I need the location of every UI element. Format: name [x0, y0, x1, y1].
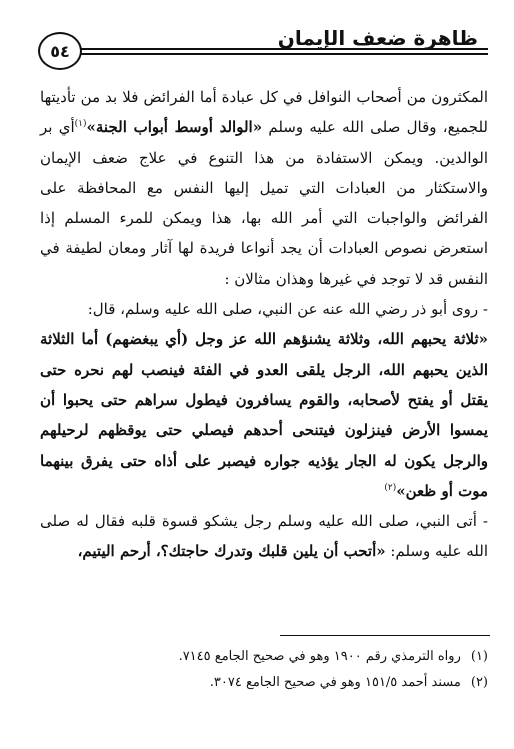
paragraph-2-intro: - روى أبو ذر رضي الله عنه عن النبي، صلى الله عليه وسلم، قال:	[87, 300, 488, 319]
page-header	[26, 14, 488, 70]
main-text	[40, 82, 488, 567]
header-rule-bottom	[46, 53, 488, 55]
footnote-number: (٢)	[470, 675, 488, 690]
para1-text-b: أي بر الوالدين. ويمكن الاستفادة من هذا التنوع في علاج ضعف الإيمان والاستكثار من العبادات التي تميل إليها النفس مع المحافظة على الفرائض والواجبات التي أمر الله بها، هذا ويمكن للمرء المسلم إذا استعرض نصوص العبادات أن يجد أنواعا فريدة لها آثار ومعان لطيفة في النفس قد لا توجد في غيرها وهذان مثالان :	[40, 118, 488, 288]
footnote-text: رواه الترمذي رقم ١٩٠٠ وهو في صحيح الجامع ٧١٤٥.	[178, 649, 461, 664]
footnote-divider	[280, 635, 490, 636]
para1-text-a: المكثرون من أصحاب النوافل في كل عبادة أما الفرائض فلا بد من تأديتها للجميع، وقال صلى الله عليه وسلم	[40, 88, 488, 137]
book-title: ظاهرة ضعف الإيمان	[277, 26, 478, 50]
header-rule-top	[46, 48, 488, 50]
footnote-number: (١)	[470, 649, 488, 664]
hadith-quote-3: «أتحب أن يلين قلبك وتدرك حاجتك؟، أرحم اليتيم،	[77, 542, 386, 561]
page-number-badge	[38, 32, 82, 70]
paragraph-2	[40, 324, 488, 506]
paragraph-3	[40, 506, 488, 567]
page-number: ٥٤	[50, 41, 70, 61]
footnote-2	[40, 670, 488, 696]
hadith-quote-2: «ثلاثة يحبهم الله، وثلاثة يشنؤهم الله عز وجل (أي يبغضهم) أما الثلاثة الذين يحبهم الله، الرجل يلقى العدو في الفئة فينصب لهم نحره حتى يقتل أو يفتح لأصحابه، والقوم يسافرون فيطول سراهم حتى يحبوا أن يمسوا الأرض فينزلون فيتنحى أحدهم فيصلي حتى يوقظهم لرحيلهم والرجل يكون له الجار يؤذيه جواره فيصبر على أذاه حتى يفرق بينهما موت أو ظعن»	[40, 330, 488, 500]
footnote-ref-1[interactable]: (١)	[74, 119, 87, 130]
paragraph-1	[40, 82, 488, 294]
footnote-text: مسند أحمد ١٥١/٥ وهو في صحيح الجامع ٣٠٧٤.	[209, 675, 461, 690]
para3-intro: - أتى النبي، صلى الله عليه وسلم رجل يشكو قسوة قلبه فقال له صلى الله عليه وسلم:	[40, 512, 488, 561]
hadith-quote-1: «الوالد أوسط أبواب الجنة»	[86, 118, 263, 137]
footnotes	[40, 644, 488, 696]
footnote-1	[40, 644, 488, 670]
footnote-ref-2[interactable]: (٢)	[384, 482, 397, 493]
